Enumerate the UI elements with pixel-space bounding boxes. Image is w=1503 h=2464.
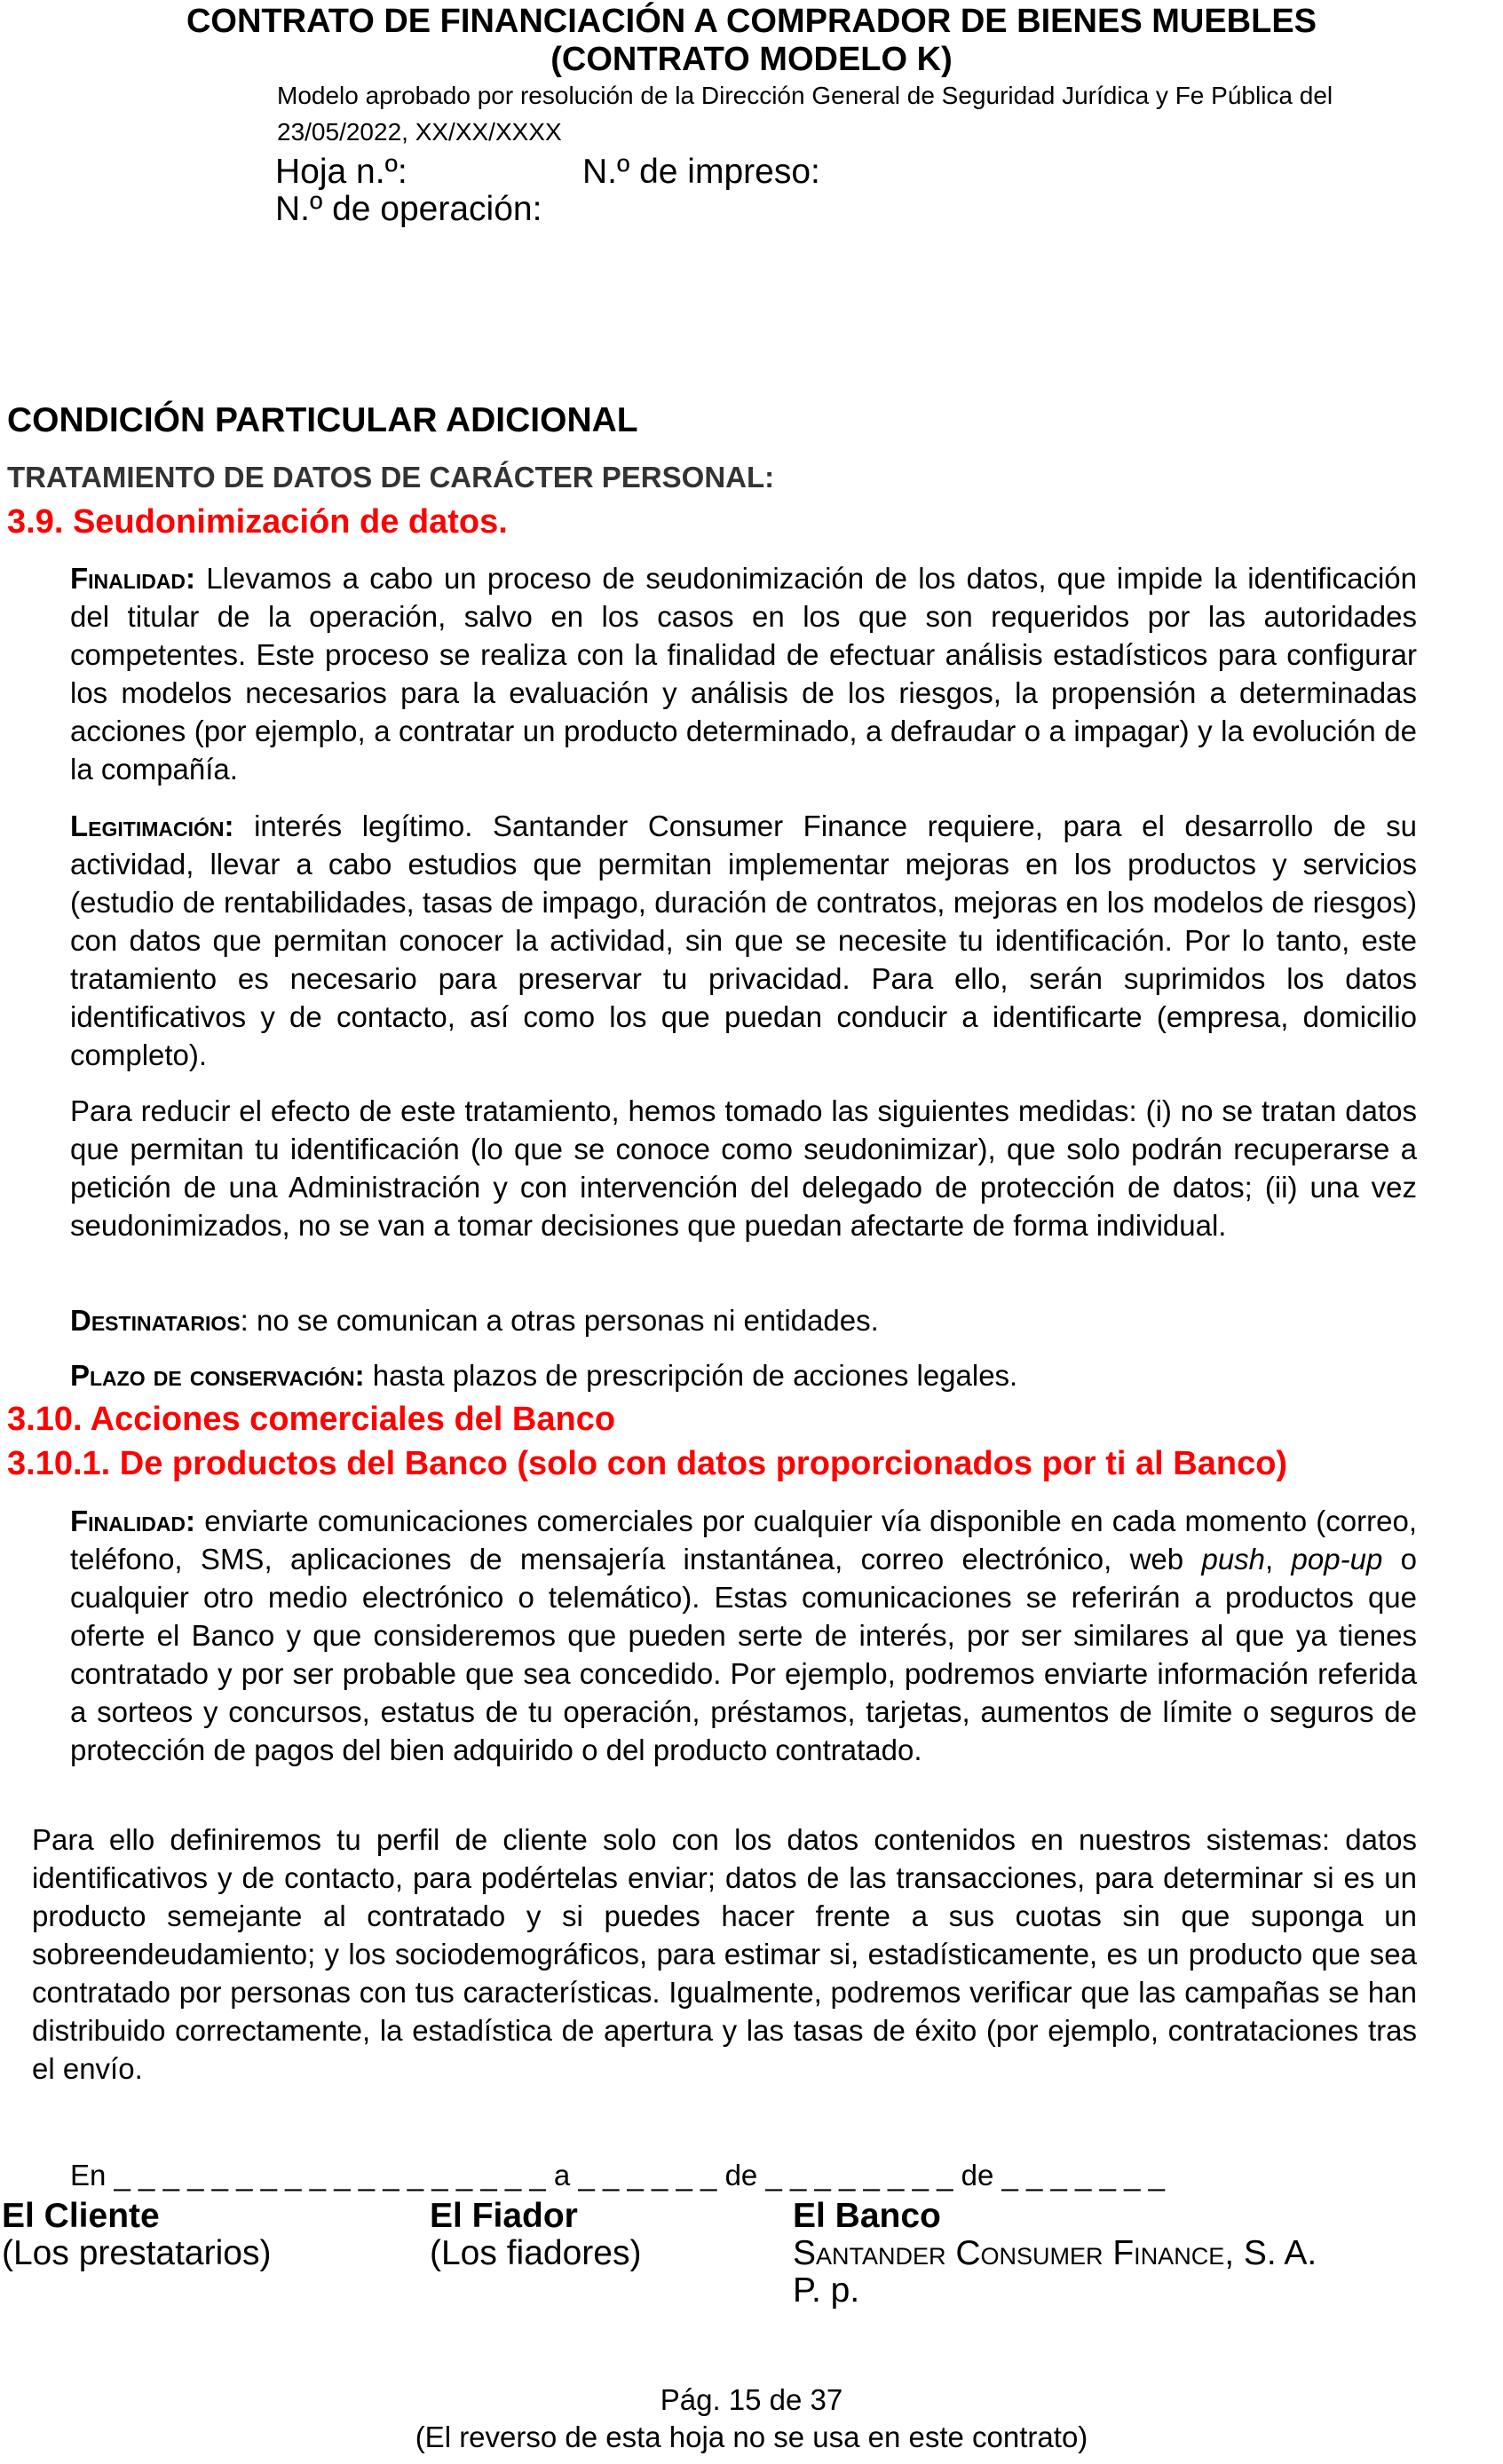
plazo-text: hasta plazos de prescripción de acciones legales.: [364, 1359, 1018, 1392]
client-signature-title: El Cliente: [2, 2197, 160, 2235]
legitimacion-text: interés legítimo. Santander Consumer Finance requiere, para el desarrollo de su actividad, llevar a cabo estudios que permitan implementar mejoras en los productos y servicios (estudio de rentabilidades, tasas de impago, duración de contratos, mejoras en los modelos de riesgos) con datos que permitan conocer la actividad, sin que se necesite tu identificación. Por lo tanto, este tratamiento es necesario para preservar tu privacidad. Para ello, serán suprimidos los datos identificativos y de contacto, así como los que puedan conducir a identificarte (empresa, domicilio completo).: [70, 809, 1417, 1071]
approval-text: Modelo aprobado por resolución de la Dirección General de Seguridad Jurídica y Fe Pública del: [277, 82, 1333, 109]
popup-term: pop-up: [1291, 1543, 1383, 1576]
plazo-label: Plazo de conservación:: [70, 1359, 365, 1392]
destinatarios-label: Destinatarios: [70, 1304, 241, 1337]
clause-3-9-title: 3.9. Seudonimización de datos.: [7, 503, 508, 541]
guarantor-signature-subtitle: (Los fiadores): [430, 2234, 642, 2272]
section-heading: CONDICIÓN PARTICULAR ADICIONAL: [7, 401, 638, 439]
finalidad-text: Llevamos a cabo un proceso de seudonimización de los datos, que impide la identificación del titular de la operación, salvo en los casos en los que son requeridos por las autoridades competentes. Este proceso se realiza con la finalidad de efectuar análisis estadísticos para configurar los modelos necesarios para la evaluación y análisis de los riesgos, la propensión a determinadas acciones (por ejemplo, a contratar un producto determinado, a defraudar o a impagar) y la evolución de la compañía.: [70, 562, 1417, 786]
finalidad-label: Finalidad:: [70, 562, 196, 595]
legitimacion-paragraph: [70, 807, 1417, 1074]
push-term: push: [1201, 1543, 1266, 1576]
page-number: Pág. 15 de 37: [660, 2383, 843, 2416]
bank-pp: P. p.: [793, 2271, 860, 2310]
place-date-line: En _ _ _ _ _ _ _ _ _ _ _ _ _ _ _ _ _ _ a _ _ _ _ _ _ de _ _ _ _ _ _ _ _ de _ _ _ _ _ _ _: [70, 2159, 1165, 2192]
document-title-model: (CONTRATO MODELO K): [550, 41, 953, 78]
finalidad-comercial-text-b: ,: [1265, 1543, 1292, 1576]
finalidad-comercial-text-a: enviarte comunicaciones comerciales por cualquier vía disponible en cada momento (correo, teléfono, SMS, aplicaciones de mensajería instantánea, correo electrónico, web: [70, 1504, 1417, 1576]
finalidad-paragraph: [70, 559, 1417, 788]
finalidad-comercial-label: Finalidad:: [70, 1504, 196, 1537]
guarantor-signature-title: El Fiador: [430, 2197, 578, 2235]
plazo-paragraph: [70, 1356, 1417, 1394]
destinatarios-paragraph: [70, 1301, 1417, 1339]
print-number-label: N.º de impreso:: [582, 153, 820, 191]
bank-signature-title: El Banco: [793, 2197, 941, 2235]
approval-date: 23/05/2022, XX/XX/XXXX: [277, 118, 562, 146]
finalidad-comercial-text-c: o cualquier otro medio electrónico o telemático). Estas comunicaciones se referirán a productos que oferte el Banco y que consideremos que pueden serte de interés, por ser similares al que ya tienes contratado y por ser probable que sea concedido. Por ejemplo, podremos enviarte información referida a sorteos y concursos, estatus de tu operación, préstamos, tarjetas, aumentos de límite o seguros de protección de pagos del bien adquirido o del producto contratado.: [70, 1543, 1417, 1766]
clause-3-10-1-title: 3.10.1. De productos del Banco (solo con datos proporcionados por ti al Banco): [7, 1445, 1288, 1482]
clause-3-10-title: 3.10. Acciones comerciales del Banco: [7, 1401, 616, 1438]
operation-number-label: N.º de operación:: [275, 190, 542, 228]
perfil-paragraph: Para ello definiremos tu perfil de cliente solo con los datos contenidos en nuestros sistemas: datos identificativos y de contacto, para podértelas enviar; datos de las transacciones, para determinar si es un producto semejante al contratado y si puedes hacer frente a sus cuotas sin que suponga un sobreendeudamiento; y los sociodemográficos, para estimar si, estadísticamente, es un producto que sea contratado por personas con tus características. Igualmente, podremos verificar que las campañas se han distribuido correctamente, la estadística de apertura y las tasas de éxito (por ejemplo, contrataciones tras el envío.: [32, 1823, 1417, 2085]
document-title: CONTRATO DE FINANCIACIÓN A COMPRADOR DE BIENES MUEBLES: [186, 3, 1317, 40]
sheet-number-label: Hoja n.º:: [275, 153, 407, 191]
section-subheading: TRATAMIENTO DE DATOS DE CARÁCTER PERSONAL:: [7, 461, 775, 494]
medidas-paragraph: Para reducir el efecto de este tratamiento, hemos tomado las siguientes medidas: (i) no se tratan datos que permitan tu identificación (lo que se conoce como seudonimizar), que solo podrán recuperarse a petición de una Administración y con intervención del delegado de protección de datos; (ii) una vez seudonimizados, no se van a tomar decisiones que puedan afectarte de forma individual.: [70, 1094, 1417, 1242]
legitimacion-label: Legitimación:: [70, 809, 234, 842]
client-signature-subtitle: (Los prestatarios): [2, 2234, 272, 2272]
finalidad-comercial-paragraph: [70, 1502, 1417, 1769]
bank-name: Santander Consumer Finance, S. A.: [793, 2234, 1317, 2272]
destinatarios-text: : no se comunican a otras personas ni entidades.: [240, 1304, 879, 1337]
reverse-note: (El reverso de esta hoja no se usa en este contrato): [415, 2421, 1088, 2453]
